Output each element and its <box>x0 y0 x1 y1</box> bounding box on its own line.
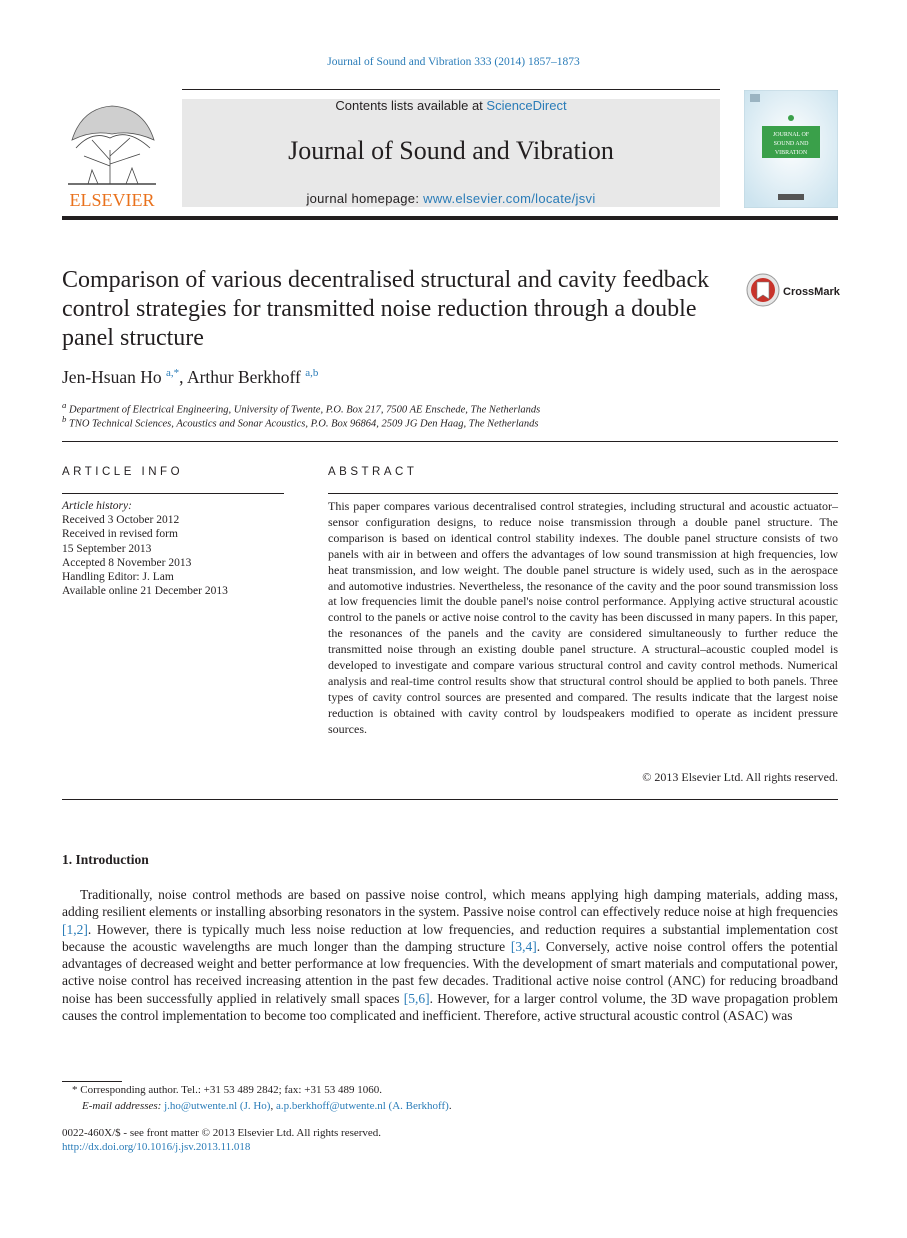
contents-prefix: Contents lists available at <box>335 98 487 113</box>
header-top-rule <box>182 89 720 90</box>
article-info-rule <box>62 493 284 494</box>
email-separator: , <box>270 1100 276 1112</box>
email-link[interactable]: j.ho@utwente.nl (J. Ho) <box>164 1100 271 1112</box>
email-label: E-mail addresses: <box>82 1100 165 1112</box>
history-item: 15 September 2013 <box>62 542 152 555</box>
homepage-line <box>182 191 720 206</box>
elsevier-logo <box>62 100 162 210</box>
article-info-heading: ARTICLE INFO <box>62 466 184 478</box>
affiliation-text: Department of Electrical Engineering, University of Twente, P.O. Box 217, 7500 AE Enschede, The Netherlands <box>69 404 541 416</box>
abstract-end-rule <box>62 799 838 800</box>
history-label: Article history: <box>62 500 132 512</box>
history-item: Received 3 October 2012 <box>62 514 180 527</box>
crossmark-label: CrossMark <box>783 286 840 298</box>
svg-text:JOURNAL OF: JOURNAL OF <box>772 132 810 138</box>
article-title: Comparison of various decentralised structural and cavity feedback control strategies for transmitted noise reduction through a double panel structure <box>62 267 710 351</box>
doi-link[interactable]: http://dx.doi.org/10.1016/j.jsv.2013.11.018 <box>62 1141 251 1153</box>
intro-text: . However, for a larger control volume, the 3D wave propagation problem causes the control implementation to become too complicated and inefficient. Therefore, active structural acoustic control (ASAC) was <box>62 990 838 1024</box>
journal-name: Journal of Sound and Vibration <box>288 136 614 165</box>
history-item: Accepted 8 November 2013 <box>62 556 192 569</box>
author-list <box>62 367 318 388</box>
elsevier-tree-icon <box>62 100 162 210</box>
homepage-prefix: journal homepage: <box>306 191 424 206</box>
article-history <box>62 499 292 598</box>
svg-text:SOUND AND: SOUND AND <box>773 141 809 147</box>
svg-text:VIBRATION: VIBRATION <box>774 150 808 156</box>
affiliation-rule <box>62 441 838 442</box>
abstract-heading: ABSTRACT <box>328 466 418 478</box>
masthead-bottom-rule <box>62 216 838 220</box>
citation-link[interactable]: [1,2] <box>62 921 88 937</box>
intro-text: . However, there is typically much less noise reduction at low frequencies, and reduction requires a substantial implementation cost because the acoustic wavelengths are much longer than the damping structure <box>62 921 838 954</box>
email-link[interactable]: a.p.berkhoff@utwente.nl (A. Berkhoff) <box>275 1100 449 1112</box>
corresponding-author-footnote: * Corresponding author. Tel.: +31 53 489 2842; fax: +31 53 489 1060. <box>72 1084 382 1096</box>
introduction-body <box>62 886 838 1024</box>
footnote-rule <box>62 1081 122 1082</box>
author-name[interactable]: Jen-Hsuan Ho <box>62 367 162 387</box>
journal-cover-image <box>744 90 838 208</box>
crossmark-badge[interactable] <box>746 272 840 308</box>
abstract-rule <box>328 493 838 494</box>
sciencedirect-link[interactable]: ScienceDirect <box>486 98 567 113</box>
history-item: Received in revised form <box>62 528 178 541</box>
email-end: . <box>448 1100 452 1112</box>
section-heading-introduction: 1. Introduction <box>62 852 149 867</box>
intro-text: . Conversely, active noise control offers the potential advantages of decreased weight and better performance at low frequencies. With the development of smart materials and computational power, active noise control has received increasing attention in the past few decades. Traditional active noise control (ANC) for reducing broadband noise has been successfully applied in relatively small spaces <box>62 938 838 1006</box>
issn-line: 0022-460X/$ - see front matter © 2013 Elsevier Ltd. All rights reserved. <box>62 1127 382 1139</box>
journal-cover-thumbnail[interactable] <box>744 90 838 208</box>
intro-text: Traditionally, noise control methods are based on passive noise control, which means applying high damping materials, adding mass, adding resilient elements or installing absorbing resonators in the system. Passive noise control can effectively reduce noise at high frequencies <box>62 887 838 920</box>
history-item: Handling Editor: J. Lam <box>62 571 174 584</box>
citation-link[interactable]: [3,4] <box>510 938 537 954</box>
author-affil-mark[interactable]: a,b <box>305 367 319 380</box>
author-separator: , <box>179 367 187 387</box>
elsevier-wordmark: ELSEVIER <box>69 190 155 210</box>
author-affil-mark[interactable]: a,* <box>166 367 180 380</box>
crossmark-icon <box>746 272 840 308</box>
journal-citation[interactable]: Journal of Sound and Vibration 333 (2014) 1857–1873 <box>327 56 580 68</box>
abstract-copyright: © 2013 Elsevier Ltd. All rights reserved. <box>642 770 838 784</box>
homepage-link[interactable]: www.elsevier.com/locate/jsvi <box>423 191 596 206</box>
affiliation-text: TNO Technical Sciences, Acoustics and Sonar Acoustics, P.O. Box 96864, 2509 JG Den Haag, The Netherlands <box>69 418 539 430</box>
affiliation-mark: b <box>62 414 67 424</box>
affiliation-mark: a <box>62 400 67 410</box>
intro-paragraph <box>62 886 838 1024</box>
contents-line <box>182 98 720 113</box>
author-name[interactable]: Arthur Berkhoff <box>186 367 301 387</box>
email-footnote <box>82 1100 452 1112</box>
citation-link[interactable]: [5,6] <box>403 990 430 1006</box>
affiliation-b <box>62 414 538 430</box>
history-item: Available online 21 December 2013 <box>62 585 228 598</box>
abstract-text: This paper compares various decentralised control strategies, including structural and acoustic actuator–sensor configuration designs, to reduce noise transmission through a double panel structure. The comparison is based on identical control stability indexes. The double panel structure consists of two panels with air in between and offers the advantages of low sound transmission at high frequencies, low heat transmission, and low weight. The double panel structure is widely used, such as in the aerospace and automotive industries. Nevertheless, the resonance of the cavity and the poor sound transmission loss at low frequencies limit the double panel's noise control performance. Applying active structural acoustic control to the panels or active noise control to the cavity has been discussed in many papers. In this paper, the resonances of the panels and the cavity are considered simultaneously to further reduce the transmitted noise through an existing double panel structure. A structural–acoustic coupled model is developed to investigate and compare various structural control and cavity control methods. Numerical analysis and real-time control results show that structural control should be applied to both panels. Three types of cavity control sources are presented and compared. The results indicate that the largest noise reduction is obtained with cavity control by loudspeakers modified to operate as incident pressure sources. <box>328 499 838 736</box>
